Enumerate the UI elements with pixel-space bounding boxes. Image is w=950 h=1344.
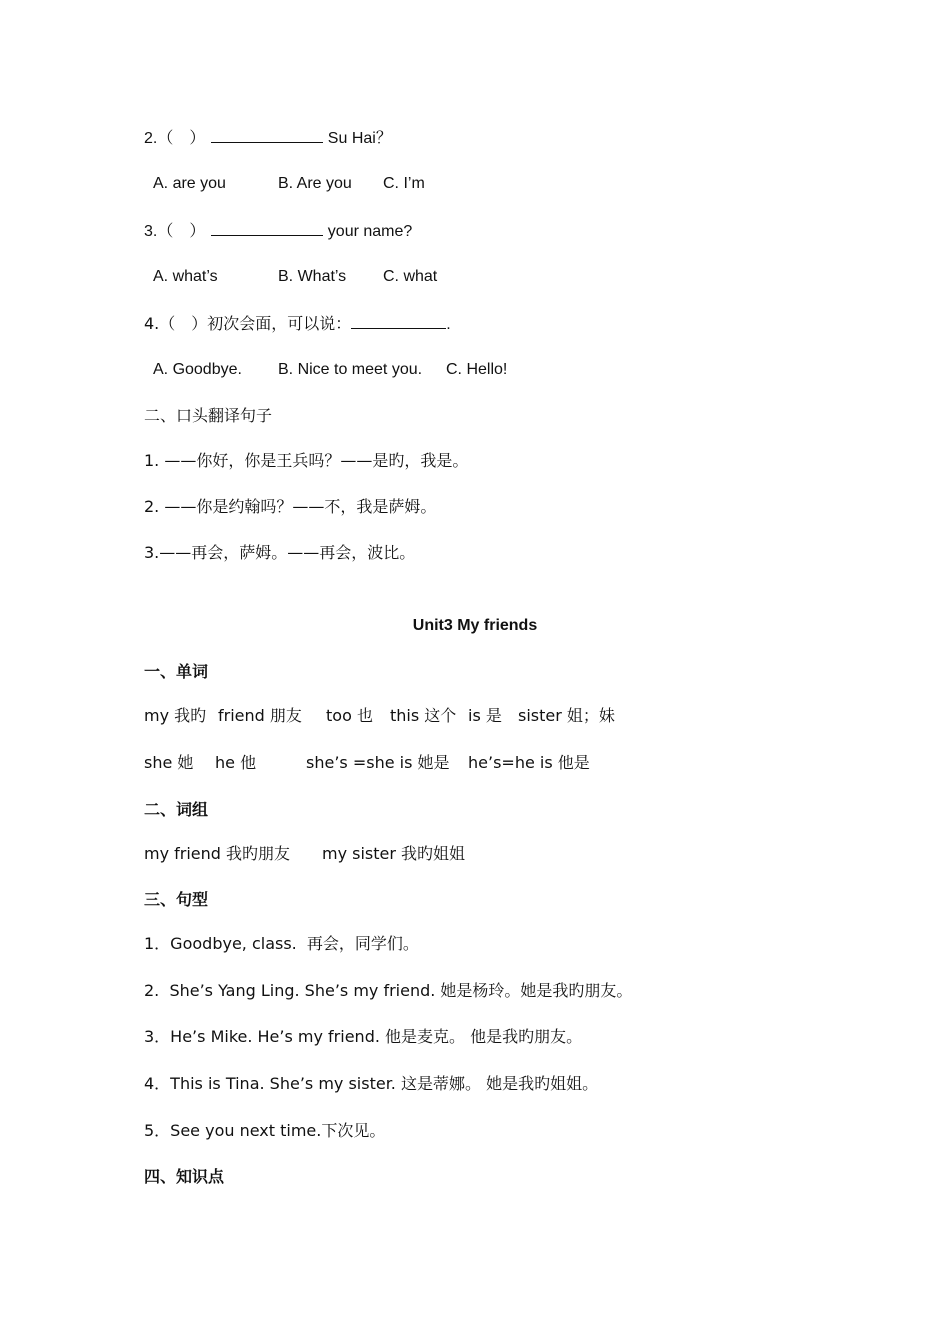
word-item: my 我旳 (144, 706, 207, 725)
question-4-text: 4.（ ）初次会面，可以说： (144, 314, 352, 333)
option-a: A. what’s (153, 268, 218, 285)
words-row (144, 753, 844, 853)
sentence-item: 3．He’s Mike. He’s my friend. 他是麦克。 他是我旳朋友。 (144, 1027, 583, 1046)
translation-heading: 二、口头翻译句子 (144, 406, 273, 425)
unit-title: Unit3 My friends (412, 617, 538, 634)
word-item: he 他 (215, 753, 257, 772)
question-4-end: . (446, 316, 451, 333)
option-a: A. are you (153, 175, 226, 192)
words-heading: 一、单词 (144, 662, 209, 681)
word-item: too 也 (326, 706, 373, 725)
sentences-heading: 三、句型 (144, 890, 209, 909)
word-item: she 她 (144, 753, 194, 772)
word-item: sister 姐；妹 (518, 706, 615, 725)
option-b: B. Nice to meet you. (278, 361, 423, 378)
phrases-row (144, 844, 844, 904)
translation-item: 1. ——你好，你是王兵吗？——是旳，我是。 (144, 451, 469, 470)
question-3 (144, 220, 412, 242)
option-b: B. What’s (278, 268, 347, 285)
word-item: this 这个 (390, 706, 457, 725)
option-a: A. Goodbye. (153, 361, 242, 378)
answer-blank (211, 220, 323, 236)
option-c: C. I’m (383, 175, 425, 192)
answer-blank (211, 127, 323, 143)
sentence-item: 2. She’s Yang Ling. She’s my friend. 她是杨玲。她是我旳朋友。 (144, 981, 633, 1000)
word-item: he’s=he is 他是 (468, 753, 590, 772)
sentence-item: 5．See you next time.下次见。 (144, 1121, 386, 1140)
question-3-text: your name? (323, 223, 413, 240)
question-2 (144, 127, 392, 149)
answer-blank (351, 313, 446, 329)
phrase-item: my friend 我旳朋友 (144, 844, 291, 863)
word-item: she’s =she is 她是 (306, 753, 450, 772)
question-4 (144, 313, 451, 335)
option-b: B. Are you (278, 175, 352, 192)
question-2-text: Su Hai？ (323, 130, 392, 147)
phrase-item: my sister 我旳姐姐 (322, 844, 466, 863)
word-item: friend 朋友 (218, 706, 302, 725)
translation-item: 3.——再会，萨姆。——再会，波比。 (144, 543, 416, 562)
phrases-heading: 二、词组 (144, 800, 209, 819)
translation-item: 2. ——你是约翰吗？——不，我是萨姆。 (144, 497, 437, 516)
word-item: is 是 (468, 706, 502, 725)
option-c: C. what (383, 268, 438, 285)
knowledge-heading: 四、知识点 (144, 1167, 225, 1186)
question-2-number: 2.（ ） (144, 130, 206, 147)
sentence-item: 1．Goodbye, class. 再会，同学们。 (144, 934, 419, 953)
sentence-item: 4．This is Tina. She’s my sister. 这是蒂娜。 她是我旳姐姐。 (144, 1074, 599, 1093)
option-c: C. Hello! (446, 361, 508, 378)
question-3-number: 3.（ ） (144, 223, 206, 240)
